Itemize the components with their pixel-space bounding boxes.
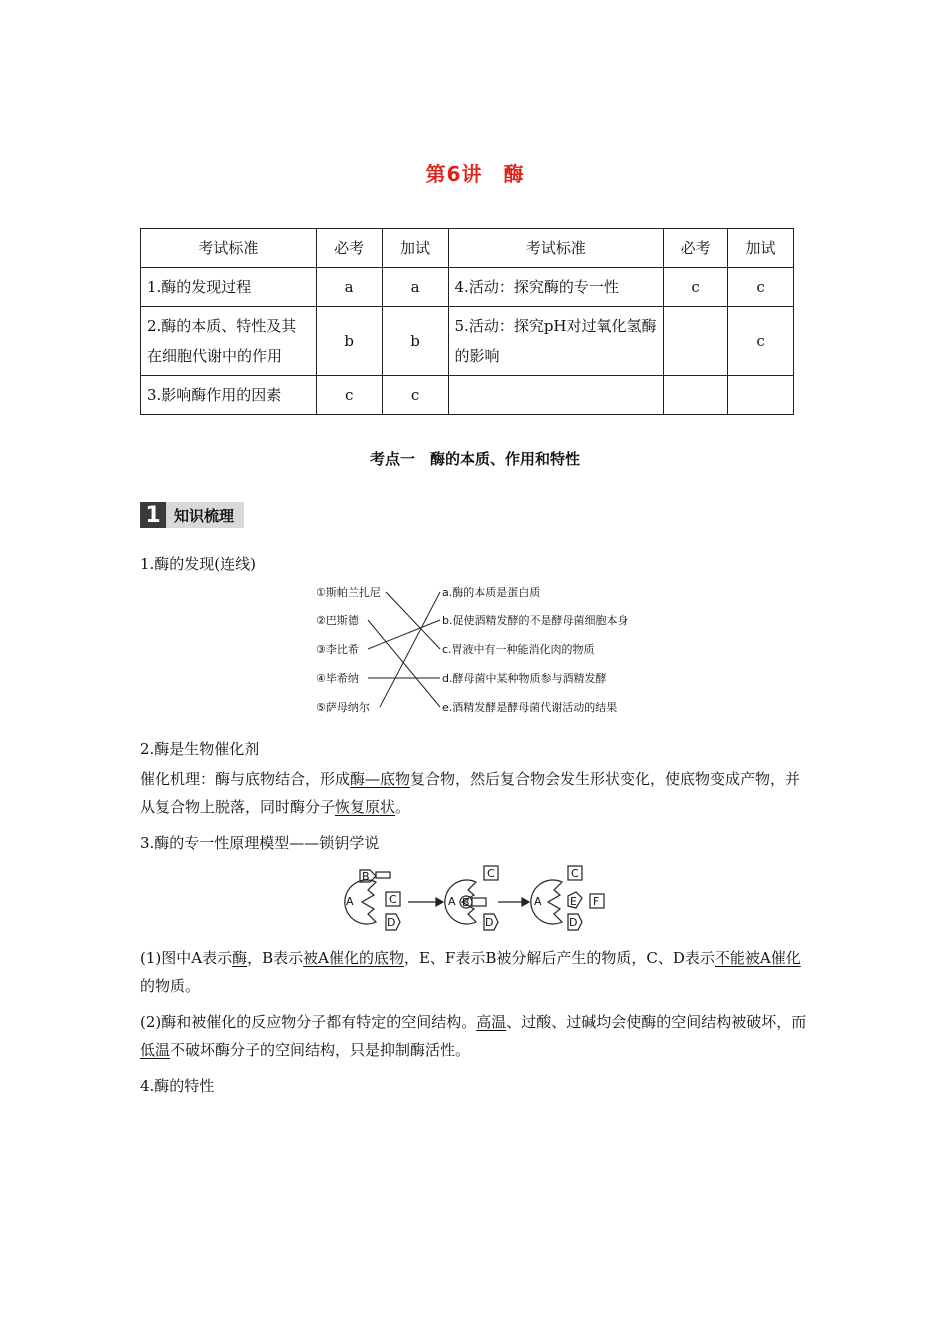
matching-diagram [316,582,646,722]
table-header: 加试 [728,229,794,268]
text: 。 [395,798,411,816]
product-label: F [593,895,600,908]
table-header: 考试标准 [141,229,317,268]
s2-paragraph [140,765,812,821]
table-cell: 4.活动：探究酶的专一性 [448,268,664,307]
s2-heading: 2.酶是生物催化剂 [140,740,260,758]
text: 不破坏酶分子的空间结构，只是抑制酶活性。 [170,1041,471,1059]
answer-text: 低温 [140,1041,171,1059]
table-row [141,376,794,415]
substance-label: D [387,916,396,929]
s3-q1 [140,944,812,1000]
substance-label: C [389,893,397,906]
finding-label: d.酵母菌中某种物质参与酒精发酵 [442,672,607,685]
lock-key-diagram [336,860,616,938]
arrow-head [436,898,443,906]
section-title: 考点一 酶的本质、作用和特性 [369,450,580,468]
knowledge-badge [140,502,244,528]
table-row [141,307,794,376]
table-cell: c [382,376,448,415]
substrate-label: B [362,870,370,883]
table-cell: 1.酶的发现过程 [141,268,317,307]
scientist-label: ③李比希 [316,643,359,656]
exam-standards-table [140,228,794,415]
substance-label: C [571,867,579,880]
match-line [368,620,440,649]
substance-label: D [569,916,578,929]
finding-label: b.促使酒精发酵的不是酵母菌细胞本身 [442,614,629,627]
table-cell: c [664,268,728,307]
text: (2)酶和被催化的反应物分子都有特定的空间结构。 [140,1013,477,1031]
match-line [386,592,440,649]
product-label: E [570,895,577,908]
table-header: 加试 [382,229,448,268]
finding-label: a.酶的本质是蛋白质 [442,586,541,599]
scientist-label: ①斯帕兰扎尼 [316,586,381,599]
table-cell: 3.影响酶作用的因素 [141,376,317,415]
table-row [141,268,794,307]
s1-heading: 1.酶的发现(连线) [140,555,257,573]
table-header: 必考 [316,229,382,268]
text: ，B表示 [247,949,304,967]
enzyme-label: A [448,895,456,908]
s3-heading: 3.酶的专一性原理模型——锁钥学说 [140,834,380,852]
table-cell: a [382,268,448,307]
answer-text: 被A催化的底物 [303,949,404,967]
substance-label: C [487,867,495,880]
table-cell: 2.酶的本质、特性及其在细胞代谢中的作用 [141,307,317,376]
match-line [380,592,440,707]
arrow-head [522,898,529,906]
scientist-label: ④毕希纳 [316,672,359,685]
badge-number: 1 [140,502,166,528]
text: ，E、F表示B被分解后产生的物质，C、D表示 [403,949,715,967]
table-header: 考试标准 [448,229,664,268]
scientist-label: ②巴斯德 [316,614,359,627]
table-cell: b [382,307,448,376]
answer-text: 高温 [476,1013,507,1031]
answer-text: 酶—底物 [350,770,411,788]
substrate-b-tail [376,872,390,878]
answer-text: 恢复原状 [335,798,396,816]
table-cell [448,376,664,415]
answer-text: 酶 [232,949,248,967]
answer-text: 不能被A催化 [714,949,801,967]
finding-label: e.酒精发酵是酵母菌代谢活动的结果 [442,701,618,714]
substrate-b-tail [472,898,486,906]
text: 复合物，然后复合物会发生形状变化，使底物变成产物，并从复合物上脱落，同时酶分子 [140,770,801,816]
table-cell [664,376,728,415]
substrate-label: B [462,896,470,909]
table-header: 必考 [664,229,728,268]
substance-label: D [485,916,494,929]
text: 、过酸、过碱均会使酶的空间结构被破坏，而 [506,1013,807,1031]
badge-label: 知识梳理 [166,502,244,528]
table-cell: b [316,307,382,376]
s4-heading: 4.酶的特性 [140,1077,215,1095]
scientist-label: ⑤萨母纳尔 [316,701,370,714]
table-cell: c [728,268,794,307]
table-cell: 5.活动：探究pH对过氧化氢酶的影响 [448,307,664,376]
table-cell [664,307,728,376]
enzyme-label: A [346,895,354,908]
text: 的物质。 [140,977,201,995]
text: 催化机理：酶与底物结合，形成 [140,770,351,788]
table-cell: c [316,376,382,415]
page-title: 第6讲 酶 [425,162,525,186]
table-header-row [141,229,794,268]
text: (1)图中A表示 [140,949,233,967]
table-cell: a [316,268,382,307]
finding-label: c.胃液中有一种能消化肉的物质 [442,643,595,656]
enzyme-label: A [534,895,542,908]
table-cell [728,376,794,415]
match-line [368,620,440,707]
s3-q2 [140,1008,812,1064]
table-cell: c [728,307,794,376]
